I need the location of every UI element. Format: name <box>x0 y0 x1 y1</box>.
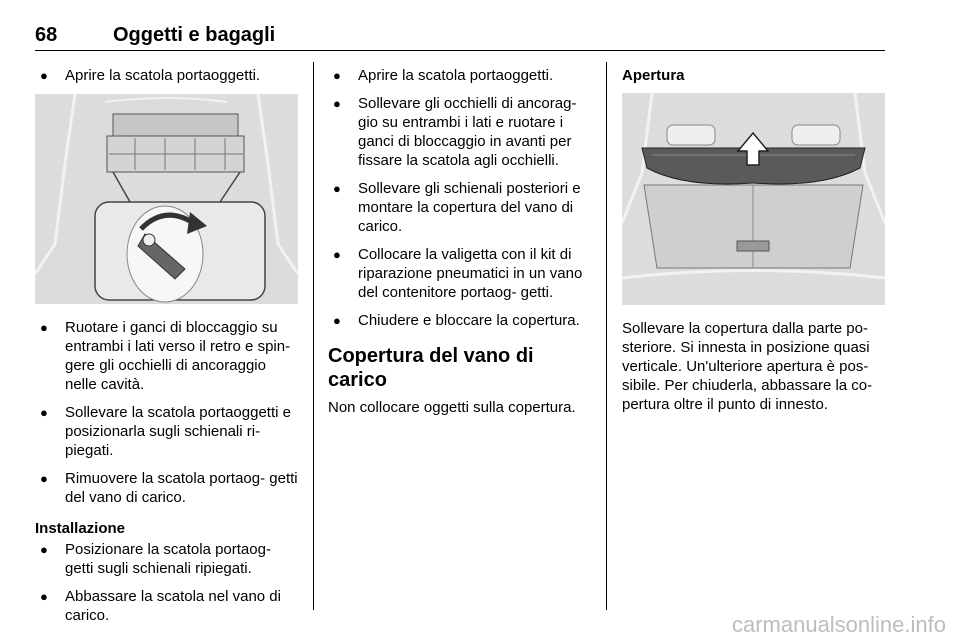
chapter-title: Oggetti e bagagli <box>113 24 276 46</box>
subheading-apertura: Apertura <box>622 67 685 84</box>
watermark: carmanualsonline.info <box>731 612 946 637</box>
list-item: ● Rimuovere la scatola portaog- getti del vano di carico. <box>35 469 300 507</box>
subheading-installazione: Installazione <box>35 520 126 537</box>
column-divider-1 <box>313 62 314 610</box>
bullet-list-removal <box>35 318 300 507</box>
bullet-list-top <box>35 66 300 85</box>
list-item: ● Aprire la scatola portaoggetti. <box>328 66 593 85</box>
storage-box-illustration <box>35 94 298 304</box>
bullet-list-install-steps <box>328 66 593 330</box>
column-1 <box>35 66 300 634</box>
list-item: ● Chiudere e bloccare la copertura. <box>328 311 593 330</box>
list-item: ● Aprire la scatola portaoggetti. <box>35 66 300 85</box>
column-divider-2 <box>606 62 607 610</box>
list-item: ● Posizionare la scatola portaog- getti sugli schienali ripiegati. <box>35 540 300 578</box>
section-text: Non collocare oggetti sulla copertura. <box>328 399 576 416</box>
apertura-paragraph: Sollevare la copertura dalla parte po- steriore. Si innesta in posizione quasi verticale. Un'ulteriore apertura è pos- sibile. Per chiuderla, abbassare la co- pertura oltre il punto di innesto. <box>622 320 873 413</box>
column-3 <box>622 66 887 414</box>
list-item: ● Sollevare gli schienali posteriori e montare la copertura del vano di carico. <box>328 179 593 236</box>
list-item: ● Sollevare la scatola portaoggetti e posizionarla sugli schienali ri- piegati. <box>35 403 300 460</box>
header-rule <box>35 50 885 51</box>
column-2 <box>328 66 593 417</box>
section-title: Copertura del vano di carico <box>328 345 534 391</box>
list-item: ● Collocare la valigetta con il kit di riparazione pneumatici in un vano del contenitore portaog- getti. <box>328 245 593 302</box>
list-item: ● Abbassare la scatola nel vano di carico. <box>35 587 300 625</box>
bullet-list-install <box>35 540 300 625</box>
cargo-cover-illustration <box>622 93 885 305</box>
list-item: ● Sollevare gli occhielli di ancorag- gio su entrambi i lati e ruotare i ganci di bloccaggio in avanti per fissare la scatola agli occhielli. <box>328 94 593 170</box>
list-item: ● Ruotare i ganci di bloccaggio su entrambi i lati verso il retro e spin- gere gli occhielli di ancoraggio nelle cavità. <box>35 318 300 394</box>
page-number: 68 <box>35 24 58 46</box>
